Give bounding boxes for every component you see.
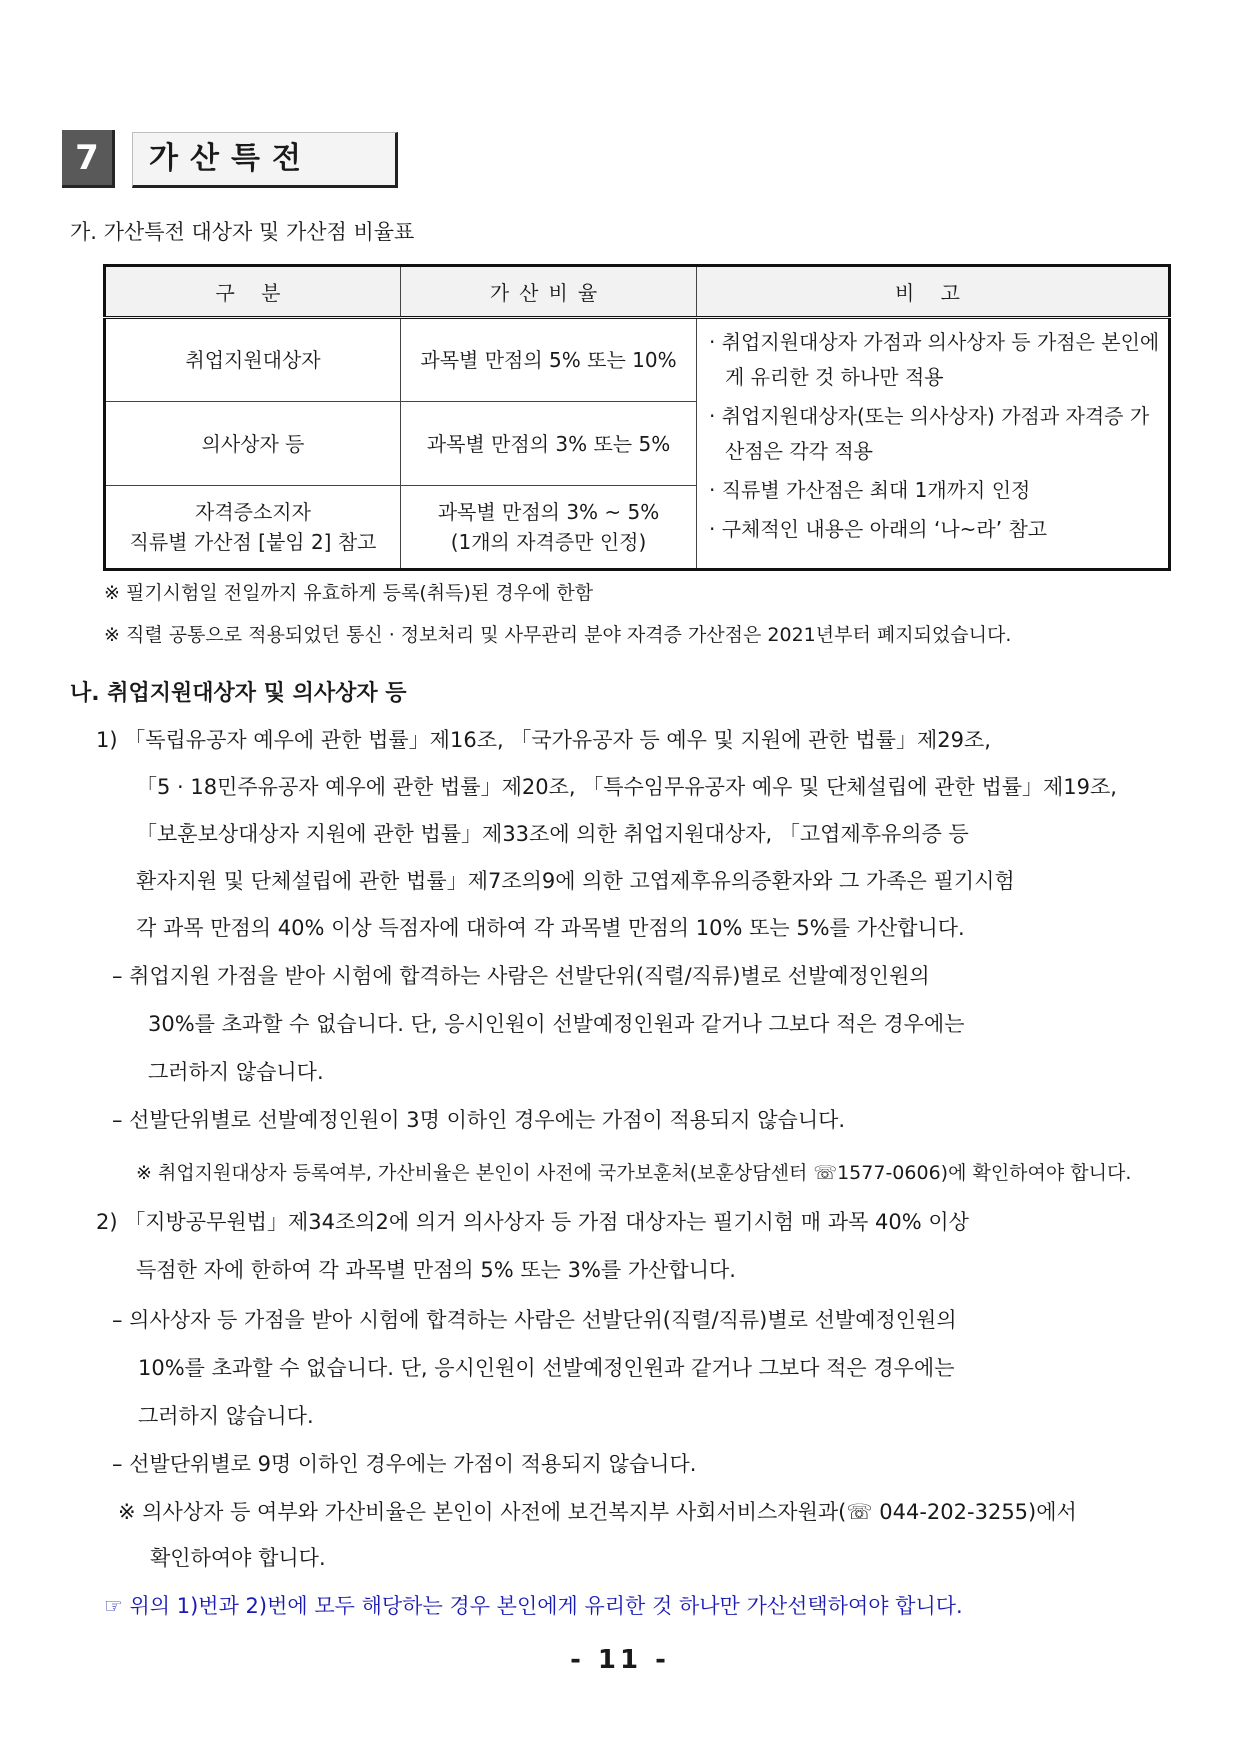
row-rate: 과목별 만점의 3% 또는 5% — [401, 402, 697, 486]
table-header-row — [105, 266, 1170, 318]
dash-line: 그러하지 않습니다. — [148, 1060, 324, 1084]
note-line: ※ 의사상자 등 여부와 가산비율은 본인이 사전에 보건복지부 사회서비스자원과(☏ 044-202-3255)에서 — [118, 1500, 1077, 1524]
table-note: · 구체적인 내용은 아래의 ‘나~라’ 참고 — [709, 517, 1048, 541]
highlight-note: ☞ 위의 1)번과 2)번에 모두 해당하는 경우 본인에게 유리한 것 하나만 가산선택하여야 합니다. — [104, 1594, 963, 1618]
dash-line: 10%를 초과할 수 없습니다. 단, 응시인원이 선발예정인원과 같거나 그보다 적은 경우에는 — [138, 1356, 955, 1380]
header-rate: 가산비율 — [401, 266, 697, 318]
header-note: 비 고 — [697, 266, 1170, 318]
paragraph-line: 환자지원 및 단체설립에 관한 법률」제7조의9에 의한 고엽제후유의증환자와 그 가족은 필기시험 — [136, 869, 1015, 893]
section-title: 가산특전 — [132, 132, 398, 188]
bonus-rate-table — [103, 264, 1171, 571]
row-category — [105, 486, 401, 570]
dash-line: 30%를 초과할 수 없습니다. 단, 응시인원이 선발예정인원과 같거나 그보다 적은 경우에는 — [148, 1012, 965, 1036]
row-rate: 과목별 만점의 5% 또는 10% — [401, 318, 697, 402]
subsection-ga-title: 가. 가산특전 대상자 및 가산점 비율표 — [70, 220, 415, 244]
header-category: 구 분 — [105, 266, 401, 318]
row-category-line: 직류별 가산점 [붙임 2] 참고 — [129, 530, 377, 554]
note-line: ※ 취업지원대상자 등록여부, 가산비율은 본인이 사전에 국가보훈처(보훈상담센터 ☏1577-0606)에 확인하여야 합니다. — [136, 1162, 1132, 1184]
subsection-na-title: 나. 취업지원대상자 및 의사상자 등 — [70, 681, 407, 706]
table-footnote: ※ 직렬 공통으로 적용되었던 통신 · 정보처리 및 사무관리 분야 자격증 가산점은 2021년부터 폐지되었습니다. — [104, 624, 1012, 646]
table-note: · 취업지원대상자 가점과 의사상자 등 가점은 본인에게 유리한 것 하나만 적용 — [709, 330, 1160, 389]
row-category-line: 자격증소지자 — [195, 500, 311, 524]
row-category: 의사상자 등 — [105, 402, 401, 486]
dash-line: – 선발단위별로 선발예정인원이 3명 이하인 경우에는 가점이 적용되지 않습니다. — [112, 1108, 846, 1132]
paragraph-line: 2) 「지방공무원법」제34조의2에 의거 의사상자 등 가점 대상자는 필기시험 매 과목 40% 이상 — [96, 1210, 969, 1234]
table-note: · 취업지원대상자(또는 의사상자) 가점과 자격증 가산점은 각각 적용 — [709, 404, 1150, 463]
dash-line: – 의사상자 등 가점을 받아 시험에 합격하는 사람은 선발단위(직렬/직류)별로 선발예정인원의 — [112, 1308, 957, 1332]
row-rate — [401, 486, 697, 570]
row-category: 취업지원대상자 — [105, 318, 401, 402]
dash-line: – 취업지원 가점을 받아 시험에 합격하는 사람은 선발단위(직렬/직류)별로 선발예정인원의 — [112, 964, 930, 988]
paragraph-line: 득점한 자에 한하여 각 과목별 만점의 5% 또는 3%를 가산합니다. — [136, 1258, 736, 1282]
row-rate-line: 과목별 만점의 3% ~ 5% — [437, 500, 660, 524]
paragraph-line: 1) 「독립유공자 예우에 관한 법률」제16조, 「국가유공자 등 예우 및 지원에 관한 법률」제29조, — [96, 728, 991, 752]
table-note: · 직류별 가산점은 최대 1개까지 인정 — [709, 478, 1031, 502]
section-number: 7 — [62, 130, 115, 188]
note-line: 확인하여야 합니다. — [150, 1546, 326, 1570]
dash-line: – 선발단위별로 9명 이하인 경우에는 가점이 적용되지 않습니다. — [112, 1452, 697, 1476]
page-number: - 11 - — [570, 1645, 670, 1675]
paragraph-line: 「5 · 18민주유공자 예우에 관한 법률」제20조, 「특수임무유공자 예우 및 단체설립에 관한 법률」제19조, — [136, 775, 1117, 799]
table-row — [105, 318, 1170, 402]
paragraph-line: 「보훈보상대상자 지원에 관한 법률」제33조에 의한 취업지원대상자, 「고엽제후유의증 등 — [136, 822, 969, 846]
paragraph-line: 각 과목 만점의 40% 이상 득점자에 대하여 각 과목별 만점의 10% 또는 5%를 가산합니다. — [136, 916, 965, 940]
table-footnote: ※ 필기시험일 전일까지 유효하게 등록(취득)된 경우에 한함 — [104, 582, 594, 604]
table-notes-cell — [697, 318, 1170, 570]
dash-line: 그러하지 않습니다. — [138, 1404, 314, 1428]
row-rate-line: (1개의 자격증만 인정) — [450, 530, 647, 554]
